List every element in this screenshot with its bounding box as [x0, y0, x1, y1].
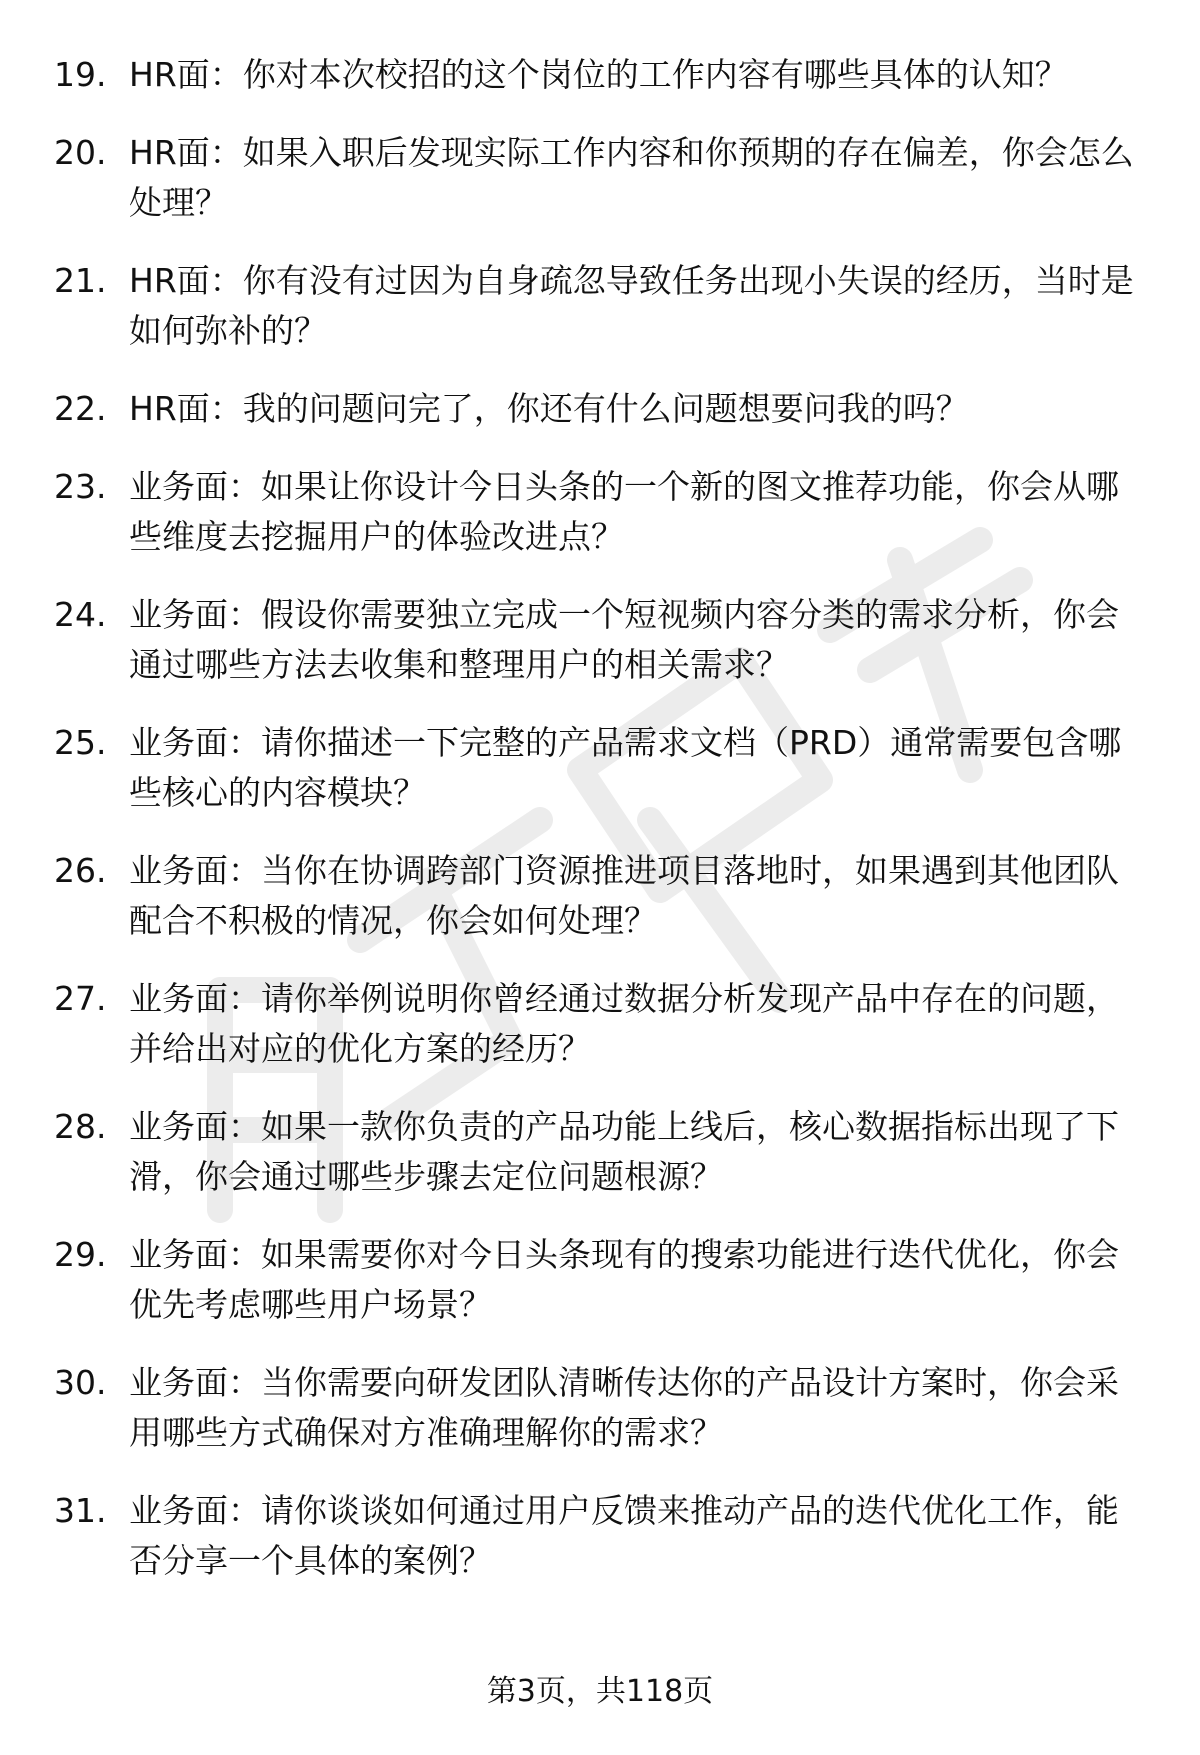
question-number: 20. [54, 133, 107, 172]
question-text: 业务面：如果一款你负责的产品功能上线后，核心数据指标出现了下滑，你会通过哪些步骤去定位问题根源？ [129, 1107, 1119, 1196]
question-text: HR面：我的问题问完了，你还有什么问题想要问我的吗？ [129, 389, 969, 428]
question-number: 31. [54, 1491, 107, 1530]
question-number: 25. [54, 723, 107, 762]
question-item [54, 974, 1150, 1074]
question-number: 30. [54, 1363, 107, 1402]
question-text: 业务面：如果让你设计今日头条的一个新的图文推荐功能，你会从哪些维度去挖掘用户的体验改进点？ [129, 467, 1119, 556]
question-list [54, 50, 1150, 1614]
question-item [54, 50, 1150, 100]
question-item [54, 590, 1150, 690]
question-item [54, 1102, 1150, 1202]
question-item [54, 1230, 1150, 1330]
question-item [54, 462, 1150, 562]
question-item [54, 384, 1150, 434]
question-number: 28. [54, 1107, 107, 1146]
question-number: 19. [54, 55, 107, 94]
question-number: 21. [54, 261, 107, 300]
question-number: 23. [54, 467, 107, 506]
question-text: 业务面：请你描述一下完整的产品需求文档（PRD）通常需要包含哪些核心的内容模块？ [129, 723, 1122, 812]
question-text: HR面：你有没有过因为自身疏忽导致任务出现小失误的经历，当时是如何弥补的？ [129, 261, 1134, 350]
question-text: 业务面：当你需要向研发团队清晰传达你的产品设计方案时，你会采用哪些方式确保对方准确理解你的需求？ [129, 1363, 1119, 1452]
question-number: 24. [54, 595, 107, 634]
question-item [54, 846, 1150, 946]
question-number: 29. [54, 1235, 107, 1274]
question-item [54, 1358, 1150, 1458]
page-footer [0, 1672, 1200, 1712]
question-text: 业务面：请你谈谈如何通过用户反馈来推动产品的迭代优化工作，能否分享一个具体的案例？ [129, 1491, 1119, 1580]
question-text: 业务面：请你举例说明你曾经通过数据分析发现产品中存在的问题，并给出对应的优化方案的经历？ [129, 979, 1119, 1068]
question-item [54, 1486, 1150, 1586]
page-number-label: 第3页，共118页 [486, 1674, 714, 1709]
question-text: 业务面：如果需要你对今日头条现有的搜索功能进行迭代优化，你会优先考虑哪些用户场景？ [129, 1235, 1119, 1324]
question-text: 业务面：假设你需要独立完成一个短视频内容分类的需求分析，你会通过哪些方法去收集和整理用户的相关需求？ [129, 595, 1119, 684]
question-text: 业务面：当你在协调跨部门资源推进项目落地时，如果遇到其他团队配合不积极的情况，你会如何处理？ [129, 851, 1119, 940]
question-item [54, 128, 1150, 228]
question-number: 27. [54, 979, 107, 1018]
question-text: HR面：你对本次校招的这个岗位的工作内容有哪些具体的认知？ [129, 55, 1068, 94]
question-number: 26. [54, 851, 107, 890]
question-number: 22. [54, 389, 107, 428]
question-item [54, 718, 1150, 818]
question-item [54, 256, 1150, 356]
question-text: HR面：如果入职后发现实际工作内容和你预期的存在偏差，你会怎么处理？ [129, 133, 1134, 222]
